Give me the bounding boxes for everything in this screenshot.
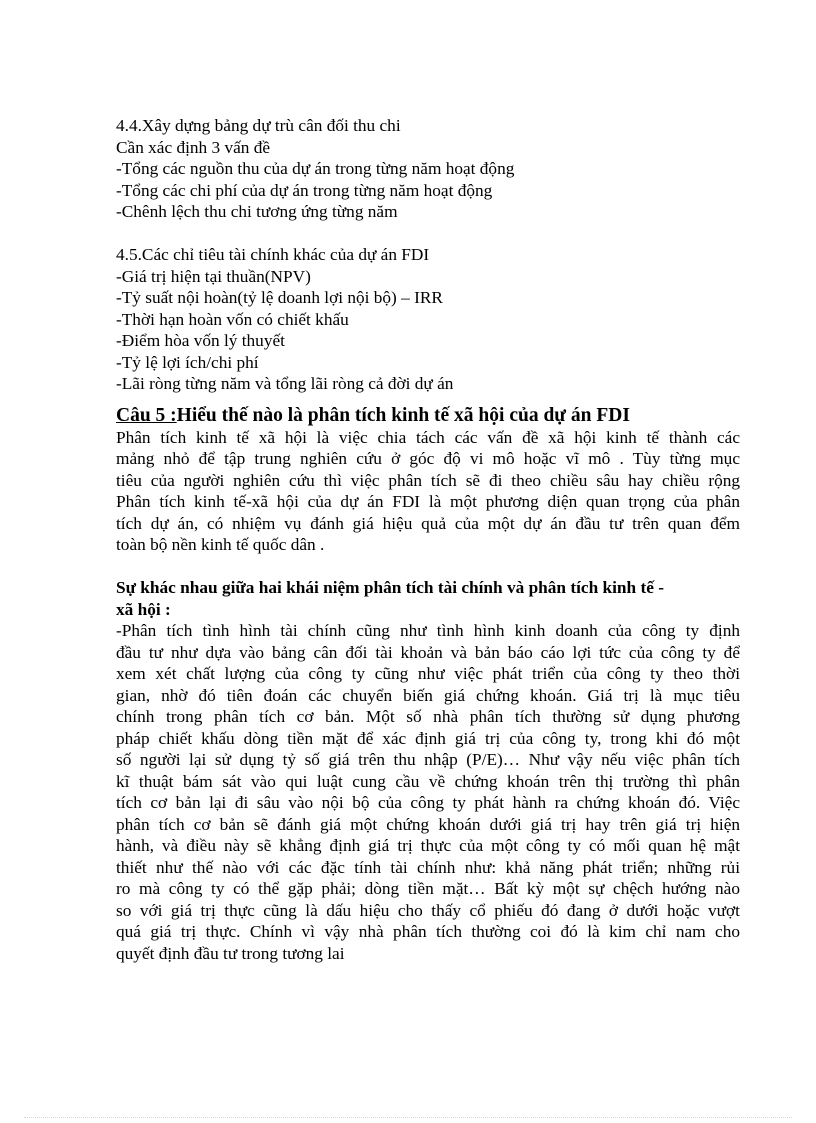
paragraph-line: quá giá trị thực. Chính vì vậy nhà phân tích thường coi đó là kim chỉ nam cho: [116, 922, 740, 941]
paragraph-line: đầu tư như dựa vào bảng cân đối tài khoản và bản báo cáo lợi tức của công ty để: [116, 642, 740, 662]
page-footer-divider: [24, 1117, 792, 1118]
spacer: [116, 556, 740, 578]
paragraph-line: Phân tích kinh tế-xã hội của dự án FDI là một phương diện quan trọng của phân: [116, 492, 740, 511]
paragraph-line: tích cơ bản lại đi sâu vào nội bộ của công ty phát hành ra chứng khoán đó. Việc: [116, 793, 740, 812]
list-item: -Điểm hòa vốn lý thuyết: [116, 331, 285, 350]
paragraph-line: pháp chiết khấu dòng tiền mặt để xác định giá trị của công ty, trong khi đó một: [116, 728, 740, 748]
paragraph-line: tích dự án, có nhiệm vụ đánh giá hiệu quả của một dự án đầu tư trên quan đểm: [116, 513, 740, 533]
question-5-heading: [116, 404, 740, 427]
paragraph-line: gian, nhờ đó tiên đoán các chuyển biến giá chứng khoán. Giá trị là mục tiêu: [116, 685, 740, 705]
paragraph-line: hành, và điều này sẽ khẳng định giá trị thực của một công ty có mối quan hệ mật: [116, 836, 740, 855]
paragraph-line: ro mà công ty có thể gặp phải; dòng tiền mặt… Bất kỳ một sự chệch hướng nào: [116, 879, 740, 898]
paragraph-line: mảng nhỏ để tập trung nghiên cứu ở góc độ vi mô hoặc vĩ mô . Tùy từng mục: [116, 449, 740, 468]
paragraph-line: so với giá trị thực cũng là dấu hiệu cho thấy cổ phiếu đó đang ở dưới hoặc vượt: [116, 900, 740, 920]
list-item: -Tỷ lệ lợi ích/chi phí: [116, 352, 259, 372]
paragraph-line: quyết định đầu tư trong tương lai: [116, 943, 345, 963]
comparison-heading: [116, 577, 740, 620]
question-5-label: Câu 5 :: [116, 404, 177, 426]
question-5-title: Hiểu thế nào là phân tích kinh tế xã hội của dự án FDI: [176, 404, 630, 426]
list-item: -Lãi ròng từng năm và tổng lãi ròng cả đời dự án: [116, 374, 454, 393]
list-item: -Chênh lệch thu chi tương ứng từng năm: [116, 202, 398, 221]
paragraph-line: xem xét chất lượng của công ty cũng như việc phát triển của công ty theo thời: [116, 664, 740, 683]
section-4-5: [116, 244, 740, 395]
paragraph-line: toàn bộ nền kinh tế quốc dân .: [116, 535, 325, 554]
question-5-paragraph: [116, 427, 740, 556]
list-item: Cần xác định 3 vấn đề: [116, 137, 271, 157]
section-4-4-title: 4.4.Xây dựng bảng dự trù cân đối thu chi: [116, 116, 401, 135]
paragraph-line: phân tích cơ bản sẽ đánh giá một chứng khoán dưới giá trị hay trên giá trị hiện: [116, 814, 740, 834]
document-page: [116, 115, 740, 964]
section-4-4: [116, 115, 740, 223]
list-item: -Tổng các chi phí của dự án trong từng năm hoạt động: [116, 180, 493, 200]
paragraph-line: thiết như thế nào với các đặc tính tài chính như: khả năng phát triển; những rủi: [116, 857, 740, 877]
list-item: -Giá trị hiện tại thuần(NPV): [116, 266, 311, 286]
spacer: [116, 223, 740, 245]
paragraph-line: kĩ thuật bám sát vào qui luật cung cầu về chứng khoán trên thị trường thì phân: [116, 771, 740, 791]
section-4-5-title: 4.5.Các chỉ tiêu tài chính khác của dự án FDI: [116, 245, 430, 264]
paragraph-line: chính trong phân tích cơ bản. Một số nhà phân tích thường sử dụng phương: [116, 707, 740, 726]
paragraph-line: tiêu của người nghiên cứu thì việc phân tích sẽ đi theo chiều sâu hay chiều rộng: [116, 470, 740, 490]
comparison-heading-line: Sự khác nhau giữa hai khái niệm phân tích tài chính và phân tích kinh tế -: [116, 578, 664, 597]
list-item: -Thời hạn hoàn vốn có chiết khấu: [116, 309, 349, 329]
paragraph-line: số người lại sử dụng tỷ số giá trên thu nhập (P/E)… Như vậy nếu việc phân tích: [116, 750, 740, 769]
paragraph-line: -Phân tích tình hình tài chính cũng như tình hình kinh doanh của công ty định: [116, 621, 740, 640]
list-item: -Tỷ suất nội hoàn(tỷ lệ doanh lợi nội bộ) – IRR: [116, 288, 443, 307]
comparison-paragraph: [116, 620, 740, 964]
list-item: -Tổng các nguồn thu của dự án trong từng năm hoạt động: [116, 159, 515, 178]
comparison-heading-line: xã hội :: [116, 599, 171, 619]
paragraph-line: Phân tích kinh tế xã hội là việc chia tách các vấn đề xã hội kinh tế thành các: [116, 427, 740, 447]
